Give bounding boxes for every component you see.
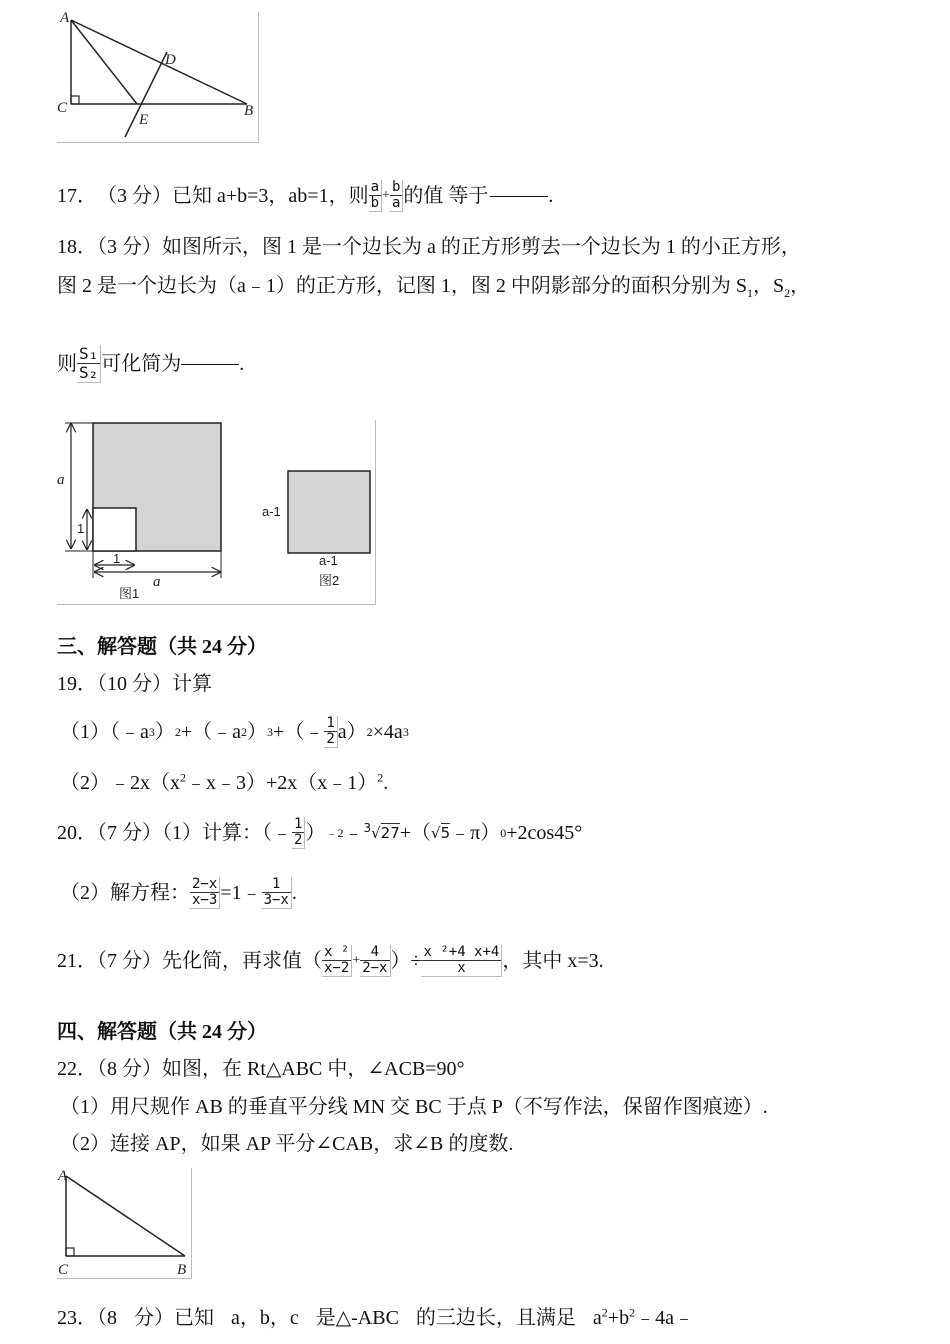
radicand-5: 5: [440, 823, 451, 842]
q19-part1: （1）（﹣a 3 ） 2 +（﹣a 2 ） 3 +（﹣ $\frac{1}{2}$ a） 2 ×4a 3: [60, 714, 409, 747]
q20-f: ﹣π）: [450, 822, 501, 844]
radicand-27: 27: [380, 823, 400, 842]
q20-fraction-2: [262, 877, 292, 910]
q19-p1-l: ×4a: [372, 721, 403, 743]
frac-den: x−2: [324, 960, 350, 976]
label-E: E: [139, 112, 149, 128]
q21-plus: +: [352, 953, 361, 968]
frac-den: x−3: [192, 892, 218, 908]
q19-p1-g: ）: [247, 721, 268, 743]
q20-fraction-half: [292, 817, 305, 850]
q21-fraction-2: [360, 945, 390, 978]
triangle-top-svg: [57, 12, 258, 142]
q20-sqrt5: √5: [431, 823, 451, 842]
frac-den: 3−x: [263, 892, 289, 908]
q17-fraction-b-a: [390, 180, 403, 213]
sup: 2: [377, 770, 384, 785]
q23-mid: +b: [607, 1307, 630, 1329]
caption-fig1: 图1: [119, 586, 140, 601]
caption-fig2: 图2: [319, 573, 340, 588]
q21-a: 21．（7 分）先化简，再求值（: [57, 950, 322, 972]
frac-num: 2−x: [192, 875, 218, 892]
frac-den: x: [457, 960, 466, 976]
q22-part1: （1）用尺规作 AB 的垂直平分线 MN 交 BC 于点 P（不写作法，保留作图痕迹）.: [60, 1096, 768, 1118]
label-a-bottom: a: [153, 574, 161, 590]
label-bottom-fig2: a-1: [319, 553, 338, 568]
question-17: [57, 176, 553, 216]
q19-fraction-half: [324, 716, 337, 749]
q19-p1-a: （1）（﹣a: [60, 721, 149, 743]
frac-num: a: [370, 178, 380, 195]
q20-a: 20．（7 分）（1）计算：（﹣: [57, 822, 292, 844]
figure-triangle-top: [57, 12, 259, 143]
figure-right-triangle: [57, 1168, 192, 1279]
q23-text: 23．（8 分）已知 a，b，c 是△-ABC 的三边长，且满足 a: [57, 1307, 602, 1329]
q17-text: （3 分）已知 a+b=3，ab=1，则: [97, 185, 369, 207]
label-A: A: [60, 12, 70, 26]
q23-end: ﹣4a﹣: [635, 1307, 694, 1329]
q18-line3: [57, 337, 244, 391]
section-3-heading: 三、解答题（共 24 分）: [57, 636, 267, 658]
squares-svg: [57, 420, 375, 604]
label-1-left: 1: [77, 521, 85, 536]
q21-b: ）÷: [390, 950, 422, 972]
section-4-heading: 四、解答题（共 24 分）: [57, 1021, 267, 1043]
q18-after: 可化简为: [101, 353, 182, 375]
frac-num: 1: [262, 877, 291, 893]
q18-end: .: [239, 353, 245, 375]
q19-p2-e: .: [383, 772, 389, 794]
label-C: C: [58, 1262, 69, 1278]
q20-part1: 20．（7 分）（1）计算：（﹣ $\frac{1}{2}$ ） ﹣2 ﹣ $^3$√27 +（ √5 ﹣π） 0 +2cos45°: [57, 815, 583, 848]
q20-d: ﹣: [343, 822, 364, 844]
label-A: A: [58, 1168, 68, 1184]
q19-title: 19．（10 分）计算: [57, 673, 212, 695]
frac-den: S₂: [79, 363, 99, 382]
q18-line2-text: 图 2 是一个边长为（a﹣1）的正方形，记图 1，图 2 中阴影部分的面积分别为 S: [57, 275, 747, 297]
q21-fraction-1: [322, 945, 352, 978]
frac-den: 2: [326, 731, 335, 747]
figure-squares: [57, 420, 376, 605]
q18-sub1: 1: [747, 286, 753, 300]
label-1-bottom: 1: [113, 551, 121, 566]
q17-text-2: 的值 等于: [403, 185, 489, 207]
q21-c: ，其中 x=3.: [502, 950, 604, 972]
q17-fraction-a-b: [369, 180, 382, 213]
frac-num: 4: [360, 945, 389, 961]
frac-num: x ²: [324, 943, 350, 960]
square-fig2: [288, 471, 370, 553]
q20-eq1: （2）解方程：: [60, 882, 190, 904]
label-B: B: [177, 1262, 187, 1278]
frac-den: 2: [294, 832, 303, 848]
frac-den: b: [370, 195, 380, 211]
q18-mid: ，S: [753, 275, 785, 297]
frac-num: S₁: [79, 344, 99, 364]
label-D: D: [165, 52, 176, 68]
label-C: C: [57, 100, 68, 116]
frac-den: 2−x: [362, 960, 388, 976]
q20-fraction-1: [190, 877, 220, 910]
q22-part2: （2）连接 AP，如果 AP 平分∠CAB，求∠B 的度数.: [60, 1133, 514, 1155]
right-triangle-svg: [57, 1168, 191, 1278]
q18-line2: [57, 275, 811, 300]
q20-b: ）: [305, 822, 326, 844]
q19-p1-j: a）: [337, 721, 367, 743]
q18-answer-blank: [181, 363, 239, 365]
q17-answer-blank: [490, 195, 548, 197]
sup: 2: [601, 1305, 608, 1320]
label-a-left: a: [57, 472, 65, 488]
q19-part2: [60, 770, 389, 794]
q18-sub2: 2: [784, 286, 791, 300]
root-index: 3: [363, 820, 372, 835]
q19-p1-e: +（﹣a: [180, 721, 242, 743]
q19-p1-c: ）: [154, 721, 175, 743]
q22-title: 22．（8 分）如图，在 Rt△ABC 中，∠ACB=90°: [57, 1058, 465, 1080]
frac-den: a: [391, 195, 401, 211]
q18-line1: 18．（3 分）如图所示，图 1 是一个边长为 a 的正方形剪去一个边长为 1 的小正方形，: [57, 236, 801, 258]
q21-fraction-3: [421, 945, 502, 978]
q17-number: 17．: [57, 185, 97, 207]
label-side-fig2: a-1: [262, 504, 281, 519]
sup: 2: [180, 770, 186, 785]
frac-num: 1: [294, 815, 303, 832]
question-23: [57, 1305, 885, 1329]
q20-h: +2cos45°: [506, 822, 583, 844]
small-square-cut: [93, 508, 136, 551]
q20-eq2: =1﹣: [220, 882, 262, 904]
q19-p1-i: +（﹣: [273, 721, 325, 743]
frac-num: x ²+4 x+4: [423, 943, 500, 960]
q20-part2: [60, 870, 297, 916]
label-B: B: [244, 103, 254, 119]
q17-plus: +: [382, 188, 390, 203]
q18-then: 则: [57, 353, 77, 375]
q18-line2-end: ，: [790, 275, 811, 297]
frac-num: b: [391, 178, 401, 195]
sup: 2: [629, 1305, 636, 1320]
q20-cube-root: $^3$√27: [363, 820, 400, 842]
q19-p2-a: （2）﹣2x（x: [60, 772, 180, 794]
q19-p2-c: ﹣x﹣3）+2x（x﹣1）: [186, 772, 378, 794]
question-21: [57, 935, 604, 987]
q20-eq3: .: [291, 882, 297, 904]
q17-end: .: [548, 185, 554, 207]
frac-num: 1: [326, 714, 335, 731]
q20-e: +（: [399, 822, 432, 844]
q18-fraction-s1-s2: [77, 345, 101, 382]
